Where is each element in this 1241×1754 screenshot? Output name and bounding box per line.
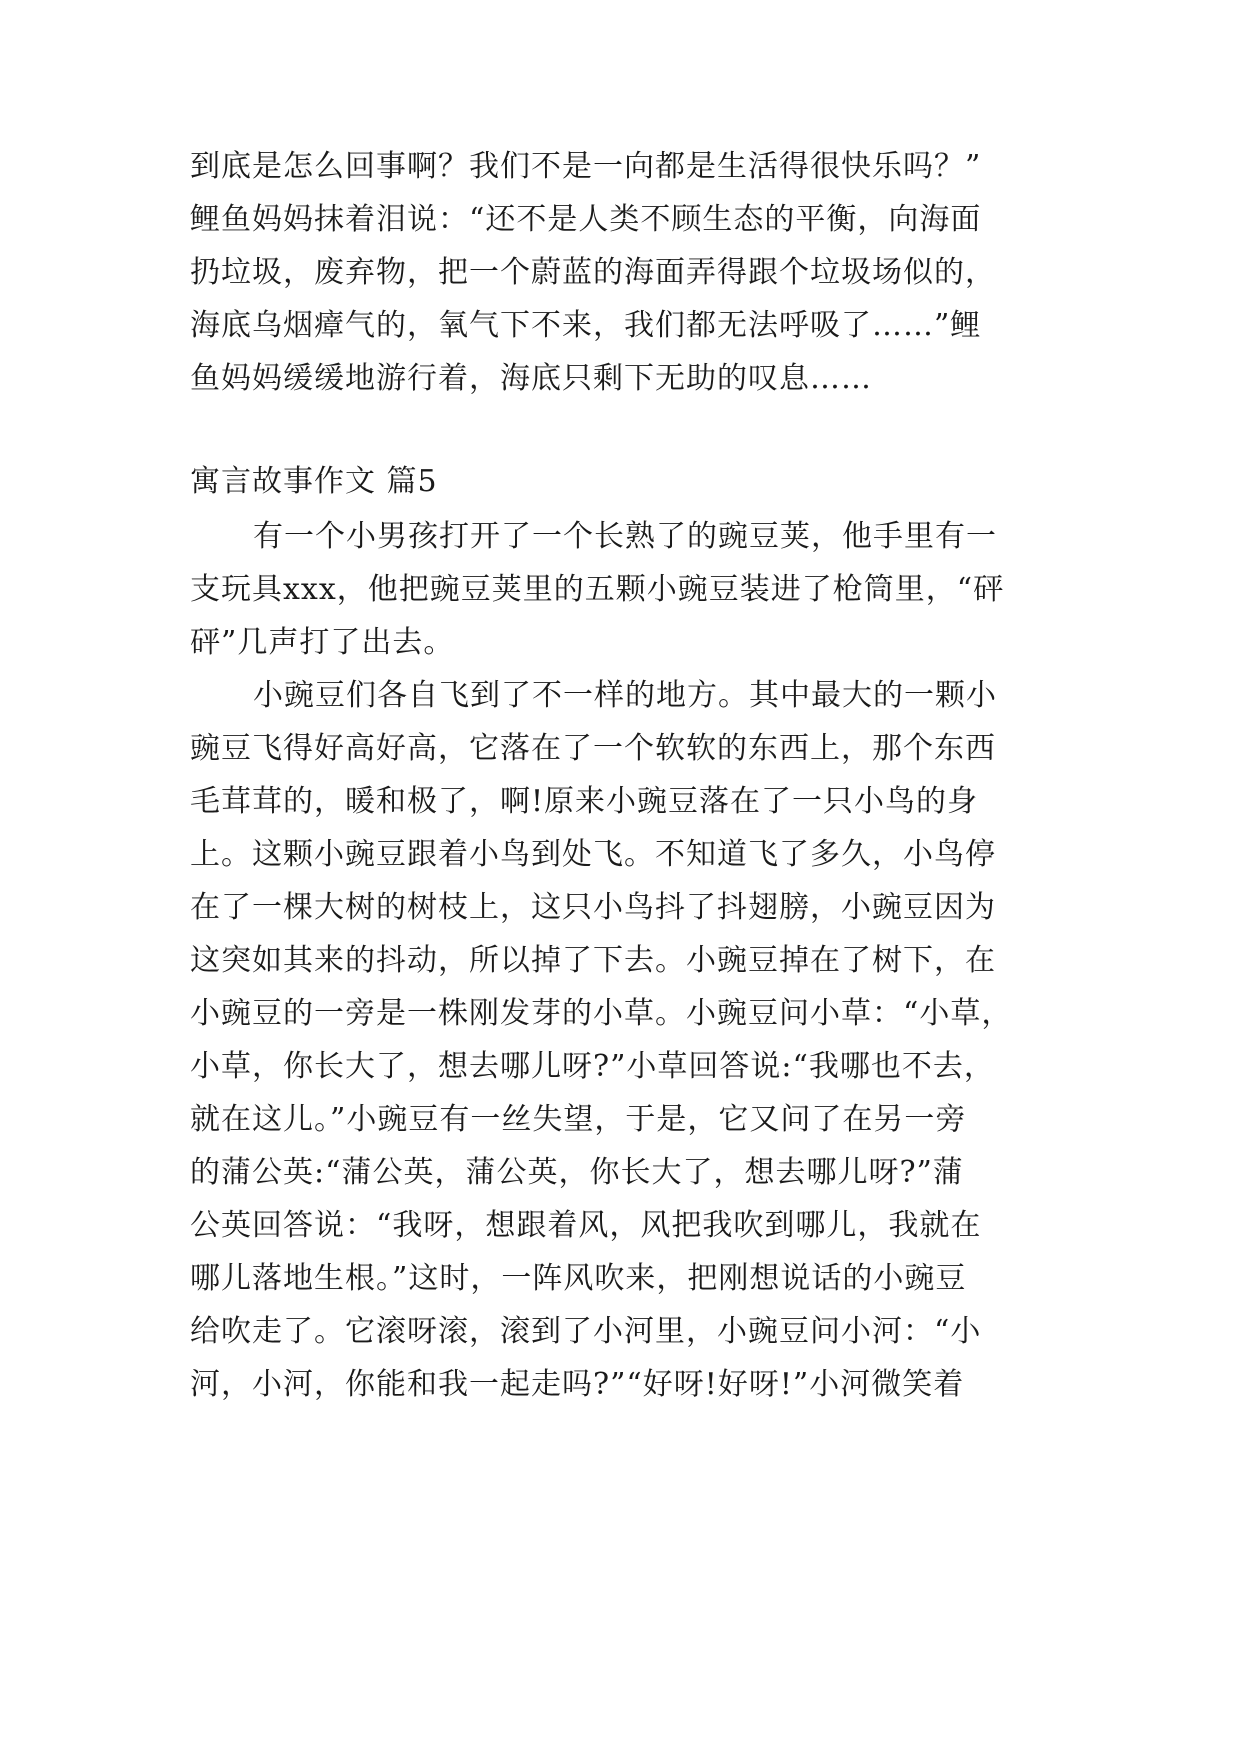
paragraph-line: 就在这儿。”小豌豆有一丝失望，于是，它又问了在另一旁 — [190, 1102, 967, 1137]
text-line: 海底乌烟瘴气的，氧气下不来，我们都无法呼吸了……”鲤 — [190, 308, 982, 343]
paragraph-line: 砰”几声打了出去。 — [190, 625, 455, 660]
paragraph-line: 小豌豆们各自飞到了不一样的地方。其中最大的一颗小 — [253, 678, 997, 713]
text-line: 鱼妈妈缓缓地游行着，海底只剩下无助的叹息…… — [190, 361, 872, 396]
paragraph-line: 给吹走了。它滚呀滚，滚到了小河里，小豌豆问小河：“小 — [190, 1314, 982, 1349]
paragraph-line: 毛茸茸的，暖和极了，啊!原来小豌豆落在了一只小鸟的身 — [190, 784, 979, 819]
text-line: 鲤鱼妈妈抹着泪说：“还不是人类不顾生态的平衡，向海面 — [190, 202, 982, 237]
section-heading: 寓言故事作文 篇5 — [190, 464, 438, 499]
text-line: 扔垃圾，废弃物，把一个蔚蓝的海面弄得跟个垃圾场似的， — [190, 255, 996, 290]
paragraph-line: 支玩具xxx，他把豌豆荚里的五颗小豌豆装进了枪筒里，“砰 — [190, 572, 1005, 607]
paragraph-line: 小豌豆的一旁是一株刚发芽的小草。小豌豆问小草：“小草， — [190, 996, 1013, 1031]
paragraph-line: 豌豆飞得好高好高，它落在了一个软软的东西上，那个东西 — [190, 731, 996, 766]
paragraph-line: 公英回答说：“我呀，想跟着风，风把我吹到哪儿，我就在 — [190, 1208, 982, 1243]
paragraph-line: 上。这颗小豌豆跟着小鸟到处飞。不知道飞了多久，小鸟停 — [190, 837, 996, 872]
paragraph-line: 河，小河，你能和我一起走吗?”“好呀!好呀!”小河微笑着 — [190, 1367, 965, 1402]
paragraph-line: 哪儿落地生根。”这时，一阵风吹来，把刚想说话的小豌豆 — [190, 1261, 967, 1296]
text-line: 到底是怎么回事啊？我们不是一向都是生活得很快乐吗？” — [190, 149, 982, 184]
paragraph-line: 这突如其来的抖动，所以掉了下去。小豌豆掉在了树下，在 — [190, 943, 996, 978]
paragraph-line: 小草，你长大了，想去哪儿呀?”小草回答说:“我哪也不去， — [190, 1049, 995, 1084]
paragraph-line: 在了一棵大树的树枝上，这只小鸟抖了抖翅膀，小豌豆因为 — [190, 890, 996, 925]
paragraph-line: 的蒲公英:“蒲公英，蒲公英，你长大了，想去哪儿呀?”蒲 — [190, 1155, 964, 1190]
paragraph-line: 有一个小男孩打开了一个长熟了的豌豆荚，他手里有一 — [253, 519, 997, 554]
